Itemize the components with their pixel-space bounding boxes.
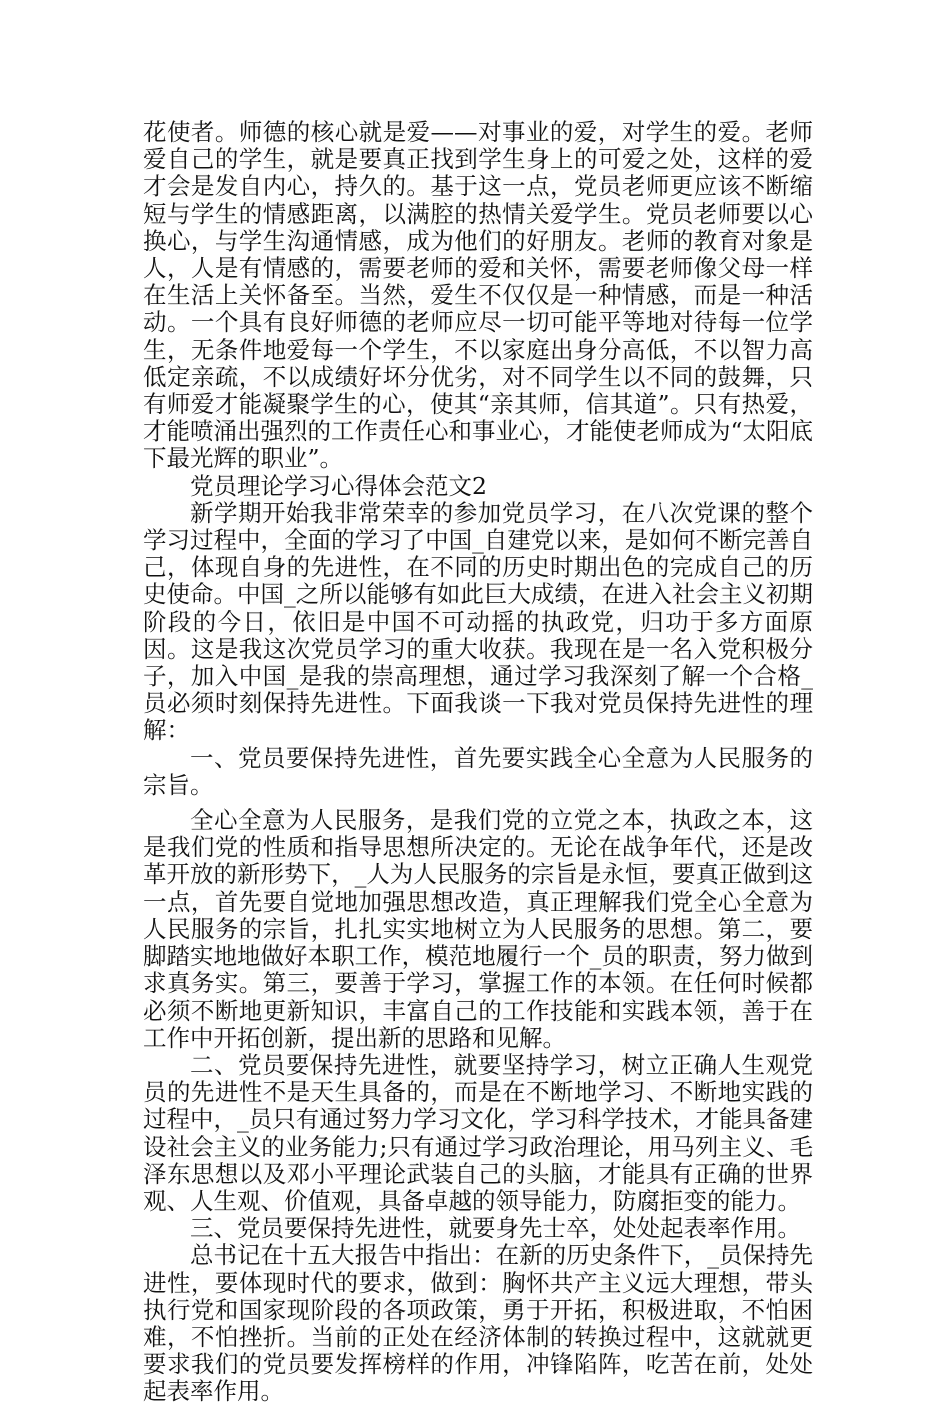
point-three-heading: 三、党员要保持先进性，就要身先士卒，处处起表率作用。 [190, 1214, 801, 1243]
paragraph-study-intro: 新学期开始我非常荣幸的参加党员学习，在八次党课的整个学习过程中，全面的学习了中国_自建党以来，是如何不断完善自己，体现自身的先进性，在不同的历史时期出色的完成自己的历史使命。中国_之所以能够有如此巨大成绩，在进入社会主义初期阶段的今日，依旧是中国不可动摇的执政党，归功于多方面原因。这是我这次党员学习的重大收获。我现在是一名入党积极分子，加入中国_是我的崇高理想，通过学习我深刻了解一个合格_员必须时刻保持先进性。下面我谈一下我对党员保持先进性的理解： [143, 498, 813, 745]
point-one-heading: 一、党员要保持先进性，首先要实践全心全意为人民服务的宗旨。 [143, 743, 813, 799]
paragraph-teacher-ethics: 花使者。师德的核心就是爱——对事业的爱，对学生的爱。老师爱自己的学生，就是要真正找到学生身上的可爱之处，这样的爱才会是发自内心，持久的。基于这一点，党员老师更应该不断缩短与学生的情感距离，以满腔的热情关爱学生。党员老师要以心换心，与学生沟通情感，成为他们的好朋友。老师的教育对象是人，人是有情感的，需要老师的爱和关怀，需要老师像父母一样在生活上关怀备至。当然，爱生不仅仅是一种情感，而是一种活动。一个具有良好师德的老师应尽一切可能平等地对待每一位学生，无条件地爱每一个学生，不以家庭出身分高低，不以智力高低定亲疏，不以成绩好坏分优劣，对不同学生以不同的鼓舞，只有师爱才能凝聚学生的心，使其“亲其师，信其道”。只有热爱，才能喷涌出强烈的工作责任心和事业心，才能使老师成为“太阳底下最光辉的职业”。 [143, 118, 814, 473]
paragraph-serve-people: 全心全意为人民服务，是我们党的立党之本，执政之本，这是我们党的性质和指导思想所决定的。无论在战争年代，还是改革开放的新形势下，_人为人民服务的宗旨是永恒，要真正做到这一点，首先要自觉地加强思想改造，真正理解我们党全心全意为人民服务的宗旨，扎扎实实地树立为人民服务的思想。第二，要脚踏实地地做好本职工作，模范地履行一个_员的职责，努力做到求真务实。第三，要善于学习，掌握工作的本领。在任何时候都必须不断地更新知识，丰富自己的工作技能和实践本领，善于在工作中开拓创新，提出新的思路和见解。 [143, 806, 813, 1052]
section-heading-essay-2: 党员理论学习心得体会范文2 [190, 471, 487, 500]
point-two-paragraph: 二、党员要保持先进性，就要坚持学习，树立正确人生观党员的先进性不是天生具备的，而是在不断地学习、不断地实践的过程中，_员只有通过努力学习文化，学习科学技术，才能具备建设社会主义的业务能力;只有通过学习政治理论，用马列主义、毛泽东思想以及邓小平理论武装自己的头脑，才能具有正确的世界观、人生观、价值观，具备卓越的领导能力，防腐拒变的能力。 [143, 1050, 813, 1215]
document-page [143, 119, 813, 1406]
paragraph-leadership-example: 总书记在十五大报告中指出：在新的历史条件下，_员保持先进性，要体现时代的要求，做到：胸怀共产主义远大理想，带头执行党和国家现阶段的各项政策，勇于开拓，积极进取，不怕困难，不怕挫折。当前的正处在经济体制的转换过程中，这就就更要求我们的党员要发挥榜样的作用，冲锋陷阵，吃苦在前，处处起表率作用。 [143, 1241, 813, 1406]
